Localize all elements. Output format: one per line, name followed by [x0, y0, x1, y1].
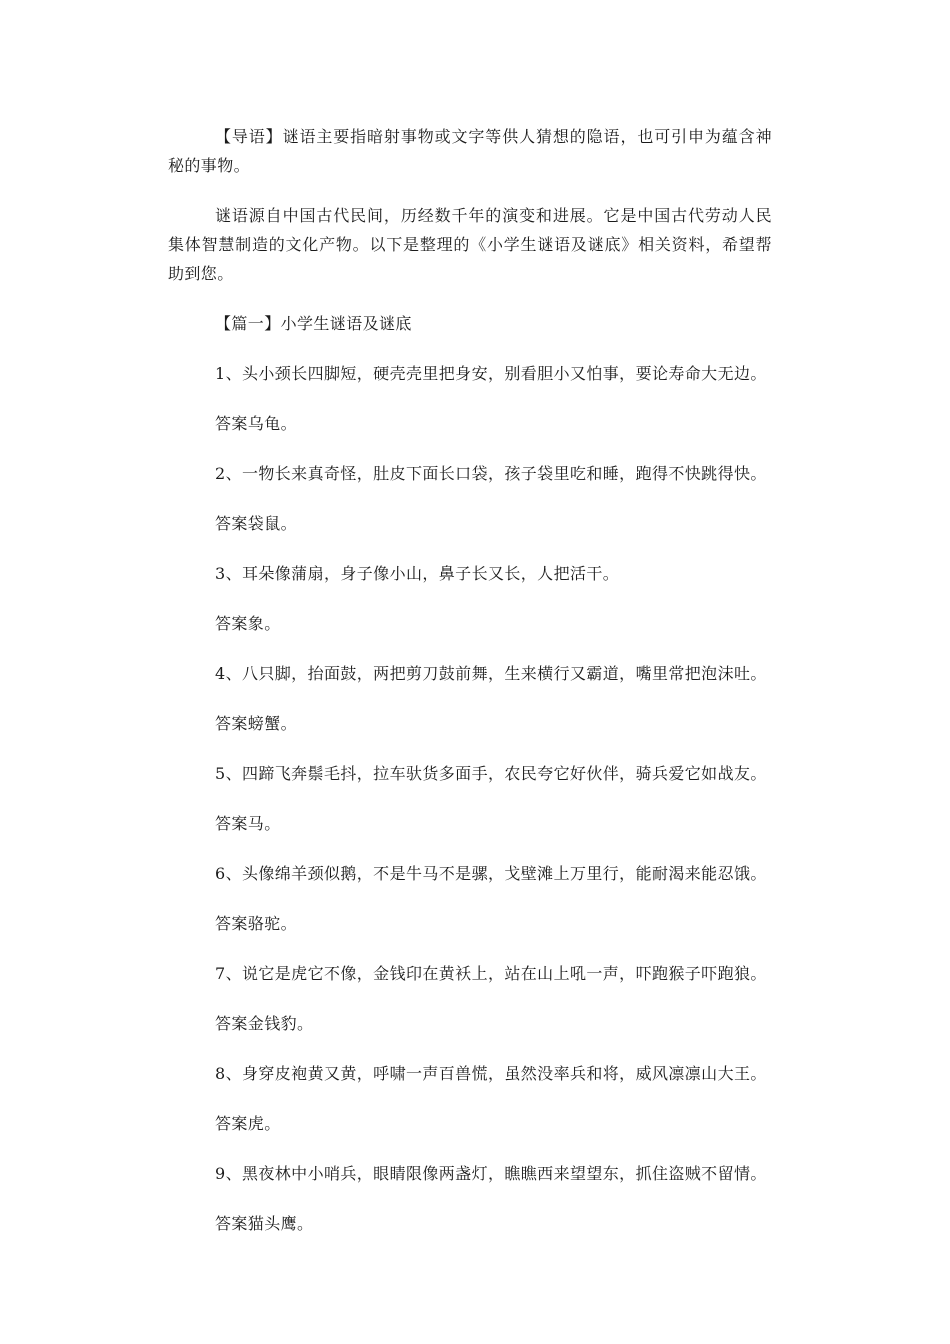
riddle-question-1: 1、头小颈长四脚短，硬壳壳里把身安，别看胆小又怕事，要论寿命大无边。	[215, 364, 767, 383]
riddle-question-4: 4、八只脚，抬面鼓，两把剪刀鼓前舞，生来横行又霸道，嘴里常把泡沫吐。	[215, 664, 767, 683]
document-page	[168, 122, 772, 1259]
section-title: 【篇一】小学生谜语及谜底	[215, 314, 412, 333]
riddle-answer-7: 答案金钱豹。	[215, 1014, 314, 1033]
riddle-question-2: 2、一物长来真奇怪，肚皮下面长口袋，孩子袋里吃和睡，跑得不快跳得快。	[215, 464, 767, 483]
riddle-question-3: 3、耳朵像蒲扇，身子像小山，鼻子长又长，人把活干。	[215, 564, 620, 583]
riddle-question-9: 9、黑夜林中小哨兵，眼睛限像两盏灯，瞧瞧西来望望东，抓住盗贼不留情。	[215, 1164, 767, 1183]
riddle-question-5: 5、四蹄飞奔鬃毛抖，拉车驮货多面手，农民夸它好伙伴，骑兵爱它如战友。	[215, 764, 767, 783]
riddle-answer-9: 答案猫头鹰。	[215, 1214, 314, 1233]
riddle-question-7: 7、说它是虎它不像，金钱印在黄袄上，站在山上吼一声，吓跑猴子吓跑狼。	[215, 964, 767, 983]
riddle-question-6: 6、头像绵羊颈似鹅，不是牛马不是骡，戈壁滩上万里行，能耐渴来能忍饿。	[215, 864, 767, 883]
intro-origin-paragraph: 谜语源自中国古代民间，历经数千年的演变和进展。它是中国古代劳动人民集体智慧制造的文化产物。以下是整理的《小学生谜语及谜底》相关资料，希望帮助到您。	[168, 206, 772, 283]
riddle-list	[168, 359, 772, 1238]
riddle-answer-6: 答案骆驼。	[215, 914, 298, 933]
riddle-answer-1: 答案乌龟。	[215, 414, 298, 433]
riddle-answer-8: 答案虎。	[215, 1114, 281, 1133]
riddle-answer-4: 答案螃蟹。	[215, 714, 298, 733]
riddle-question-8: 8、身穿皮袍黄又黄，呼啸一声百兽慌，虽然没率兵和将，威风凛凛山大王。	[215, 1064, 767, 1083]
riddle-answer-5: 答案马。	[215, 814, 281, 833]
riddle-answer-3: 答案象。	[215, 614, 281, 633]
riddle-answer-2: 答案袋鼠。	[215, 514, 298, 533]
intro-lead-paragraph: 【导语】谜语主要指暗射事物或文字等供人猜想的隐语，也可引申为蕴含神秘的事物。	[168, 127, 772, 175]
